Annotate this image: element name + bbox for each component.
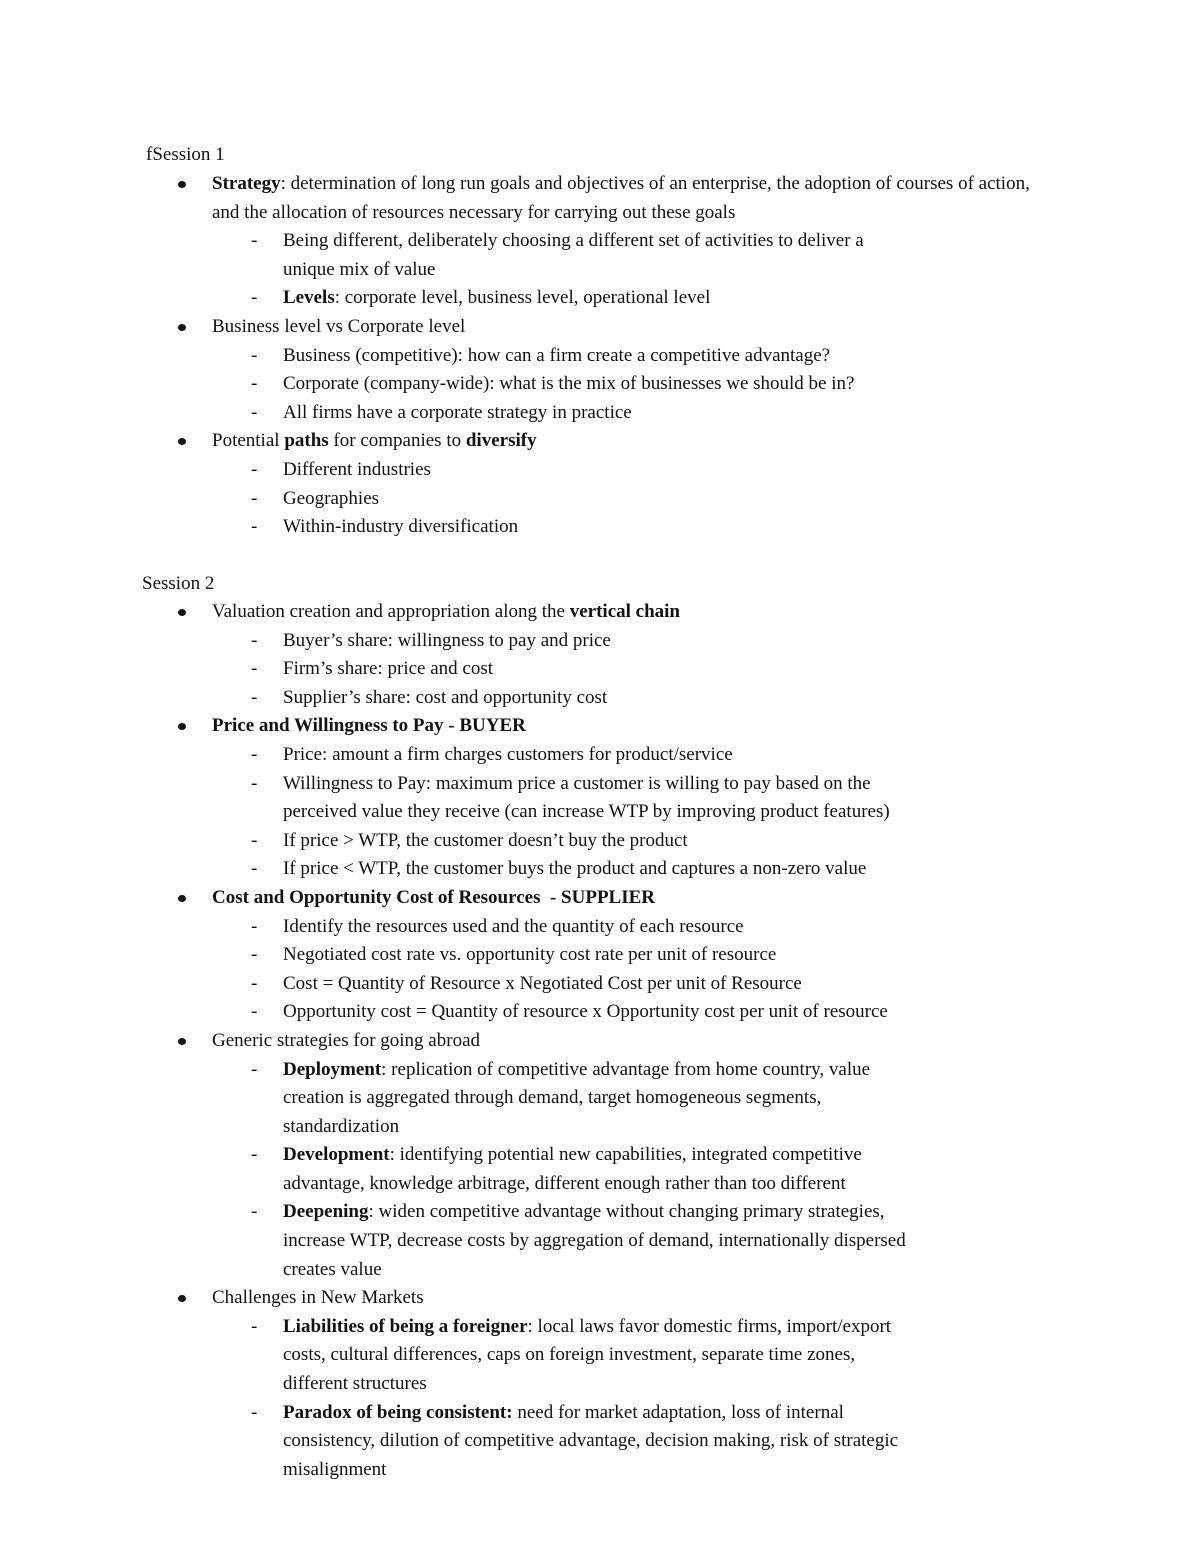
sub-item — [0, 284, 1060, 313]
term-paradox: Paradox of being consistent: — [283, 1401, 513, 1423]
sub-item — [0, 627, 1060, 656]
sub-item-text: Opportunity cost = Quantity of resource x Opportunity cost per unit of resource — [283, 1001, 888, 1023]
session-2-title: Session 2 — [142, 573, 215, 594]
bullet-item-price-wtp — [0, 712, 1200, 884]
bullet-icon — [178, 723, 186, 730]
sub-item-text: Different industries — [283, 458, 431, 480]
sub-list — [0, 1056, 1060, 1285]
sub-item-text: Firm’s share: price and cost — [283, 658, 494, 680]
sub-item-text: Being different, deliberately choosing a different set of activities to deliver a unique mix of value — [283, 230, 864, 280]
sub-item — [0, 1056, 1060, 1142]
sub-item — [0, 770, 1060, 827]
bullet-text: Generic strategies for going abroad — [212, 1029, 481, 1051]
term-vertical-chain: vertical chain — [569, 601, 680, 622]
term-diversify: diversify — [465, 430, 537, 452]
sub-item — [0, 913, 1060, 942]
bullet-item-business-vs-corporate — [0, 313, 1200, 427]
sub-item — [0, 970, 1060, 999]
bullet-icon — [178, 324, 186, 331]
bullet-item-vertical-chain — [0, 598, 1200, 712]
sub-item — [0, 655, 1060, 684]
term-development: Development — [283, 1144, 390, 1166]
bullet-text-pre: Valuation creation and appropriation along the — [212, 601, 570, 622]
dash-icon: - — [251, 1001, 258, 1023]
sub-item-text: Cost = Quantity of Resource x Negotiated Cost per unit of Resource — [283, 972, 802, 994]
sub-item — [0, 827, 1060, 856]
heading-cost-opportunity: Cost and Opportunity Cost of Resources - SUPPLIER — [212, 886, 656, 908]
sub-item-text: : identifying potential new capabilities, integrated competitive advantage, knowledge arbitrage, different enough rather than too different — [283, 1144, 862, 1194]
sub-item — [0, 456, 1060, 485]
dash-icon: - — [251, 915, 258, 937]
sub-item — [0, 855, 1060, 884]
dash-icon: - — [251, 1201, 258, 1223]
sub-item-text: Willingness to Pay: maximum price a customer is willing to pay based on the perceived value they receive (can increase WTP by improving product features) — [283, 772, 890, 823]
sub-item-text: need for market adaptation, loss of internal consistency, dilution of competitive advantage, decision making, risk of strategic misalignment — [283, 1401, 899, 1480]
dash-icon: - — [251, 743, 258, 765]
sub-item — [0, 941, 1060, 970]
sub-list — [0, 627, 1060, 713]
sub-list — [0, 227, 1060, 313]
dash-icon: - — [251, 1144, 258, 1166]
bullet-item-diversify — [0, 427, 1200, 541]
dash-icon: - — [251, 373, 258, 395]
sub-item — [0, 998, 1060, 1027]
dash-icon: - — [251, 1315, 258, 1337]
sub-item-text: Price: amount a firm charges customers for product/service — [283, 743, 733, 765]
sub-item — [0, 513, 1060, 542]
sub-item-text: : local laws favor domestic firms, import/export costs, cultural differences, caps on foreign investment, separate time zones, different structures — [283, 1315, 892, 1395]
sub-item-text: If price > WTP, the customer doesn’t buy the product — [283, 829, 688, 851]
session-1-list — [0, 170, 1200, 542]
dash-icon: - — [251, 230, 258, 252]
dash-icon: - — [251, 1058, 258, 1080]
bullet-icon — [178, 1295, 186, 1302]
sub-item — [0, 1399, 1060, 1485]
dash-icon: - — [251, 344, 258, 366]
term-deployment: Deployment — [283, 1058, 382, 1080]
sub-item-text: Corporate (company-wide): what is the mix of businesses we should be in? — [283, 373, 855, 395]
bullet-icon — [178, 438, 186, 445]
bullet-icon — [178, 895, 186, 902]
dash-icon: - — [251, 1401, 258, 1423]
dash-icon: - — [251, 458, 258, 480]
sub-item-text: : corporate level, business level, operational level — [334, 287, 711, 309]
dash-icon: - — [251, 944, 258, 966]
dash-icon: - — [251, 287, 258, 309]
sub-item — [0, 741, 1060, 770]
session-2-list — [0, 598, 1200, 1484]
sub-item-text: If price < WTP, the customer buys the product and captures a non-zero value — [283, 858, 867, 880]
bullet-item-generic-strategies — [0, 1027, 1200, 1284]
dash-icon: - — [251, 516, 258, 538]
bullet-item-strategy — [0, 170, 1200, 313]
sub-list — [0, 1313, 1060, 1485]
term-deepening: Deepening — [283, 1201, 369, 1223]
sub-item-text: Buyer’s share: willingness to pay and price — [283, 629, 611, 651]
sub-item — [0, 1198, 1060, 1284]
term-paths: paths — [284, 430, 329, 452]
dash-icon: - — [251, 401, 258, 423]
sub-item-text: Within-industry diversification — [283, 516, 519, 538]
sub-item-text: Negotiated cost rate vs. opportunity cost rate per unit of resource — [283, 944, 777, 966]
sub-item-text: Identify the resources used and the quantity of each resource — [283, 915, 744, 937]
bullet-text: Challenges in New Markets — [212, 1287, 424, 1309]
sub-item — [0, 342, 1060, 371]
sub-item — [0, 227, 1060, 284]
sub-item — [0, 684, 1060, 713]
term-levels: Levels — [283, 287, 335, 309]
dash-icon: - — [251, 658, 258, 680]
bullet-text: Business level vs Corporate level — [212, 315, 466, 337]
dash-icon: - — [251, 829, 258, 851]
sub-item — [0, 370, 1060, 399]
dash-icon: - — [251, 972, 258, 994]
sub-item — [0, 399, 1060, 428]
bullet-item-challenges — [0, 1284, 1200, 1484]
sub-item-text: : widen competitive advantage without changing primary strategies, increase WTP, decrease costs by aggregation of demand, internationally dispersed creates value — [283, 1201, 906, 1280]
bullet-item-cost-opportunity — [0, 884, 1200, 1027]
dash-icon: - — [251, 487, 258, 509]
sub-item-text: : replication of competitive advantage from home country, value creation is aggregated through demand, target homogeneous segments, standardization — [283, 1058, 871, 1137]
dash-icon: - — [251, 629, 258, 651]
session-1-title: fSession 1 — [146, 144, 225, 165]
sub-item-text: Geographies — [283, 487, 380, 509]
sub-item — [0, 1141, 1060, 1198]
sub-list — [0, 456, 1060, 542]
sub-list — [0, 913, 1060, 1027]
bullet-text-mid: for companies to — [328, 430, 466, 452]
sub-item — [0, 485, 1060, 514]
sub-item-text: Business (competitive): how can a firm create a competitive advantage? — [283, 344, 831, 366]
dash-icon: - — [251, 858, 258, 880]
sub-list — [0, 342, 1060, 428]
sub-item — [0, 1313, 1060, 1399]
term-liabilities: Liabilities of being a foreigner — [283, 1315, 528, 1337]
bullet-icon — [178, 1038, 186, 1045]
sub-item-text: All firms have a corporate strategy in practice — [283, 401, 632, 423]
dash-icon: - — [251, 772, 258, 794]
bullet-icon — [178, 609, 186, 616]
bullet-icon — [178, 181, 186, 188]
sub-item-text: Supplier’s share: cost and opportunity cost — [283, 686, 608, 708]
term-strategy: Strategy — [212, 173, 281, 194]
dash-icon: - — [251, 686, 258, 708]
heading-price-wtp: Price and Willingness to Pay - BUYER — [212, 715, 526, 737]
strategy-definition: : determination of long run goals and objectives of an enterprise, the adoption of courses of action, and the allocation of resources necessary for carrying out these goals — [212, 173, 1030, 223]
sub-list — [0, 741, 1060, 884]
bullet-text-pre: Potential — [212, 430, 285, 452]
